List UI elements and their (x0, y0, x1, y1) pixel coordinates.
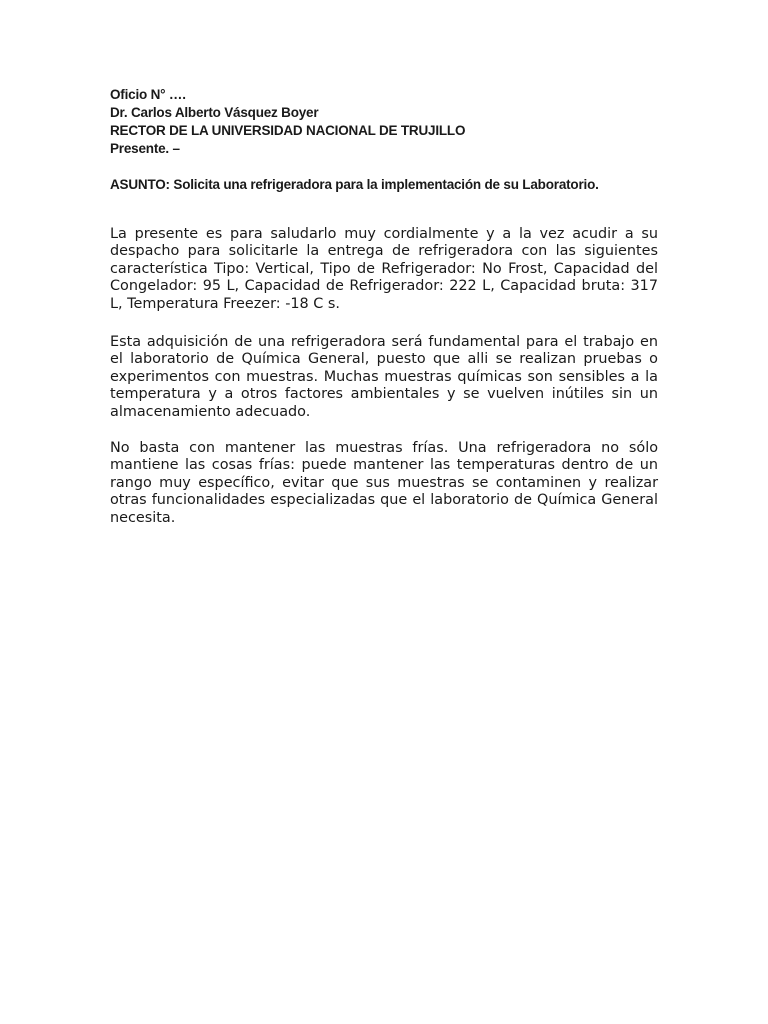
recipient-name: Dr. Carlos Alberto Vásquez Boyer (110, 105, 319, 120)
presente-line: Presente. – (110, 141, 180, 156)
body-paragraph-justification: Esta adquisición de una refrigeradora será fundamental para el trabajo en el laboratorio de Química General, puesto que alli se realizan pruebas o experimentos con muestras. Muchas muestras químicas son sensibles a la temperatura y a otros factores ambientales y se vuelven inútiles sin un almacenamiento adecuado. (110, 334, 658, 420)
recipient-title: RECTOR DE LA UNIVERSIDAD NACIONAL DE TRUJILLO (110, 123, 466, 138)
body-paragraph-request: La presente es para saludarlo muy cordialmente y a la vez acudir a su despacho para solicitarle la entrega de refrigeradora con las siguientes característica Tipo: Vertical, Tipo de Refrigerador: No Frost, Capacidad del Congelador: 95 L, Capacidad de Refrigerador: 222 L, Capacidad bruta: 317 L, Temperatura Freezer: -18 C s. (110, 226, 658, 312)
document-page (110, 0, 658, 1024)
office-number: Oficio N° …. (110, 87, 186, 102)
body-paragraph-conclusion: No basta con mantener las muestras frías. Una refrigeradora no sólo mantiene las cosas frías: puede mantener las temperaturas dentro de un rango muy específico, evitar que sus muestras se contaminen y realizar otras funcionalidades especializadas que el laboratorio de Química General necesita. (110, 440, 658, 526)
subject-line: ASUNTO: Solicita una refrigeradora para la implementación de su Laboratorio. (110, 177, 599, 192)
letter-header (110, 86, 658, 158)
